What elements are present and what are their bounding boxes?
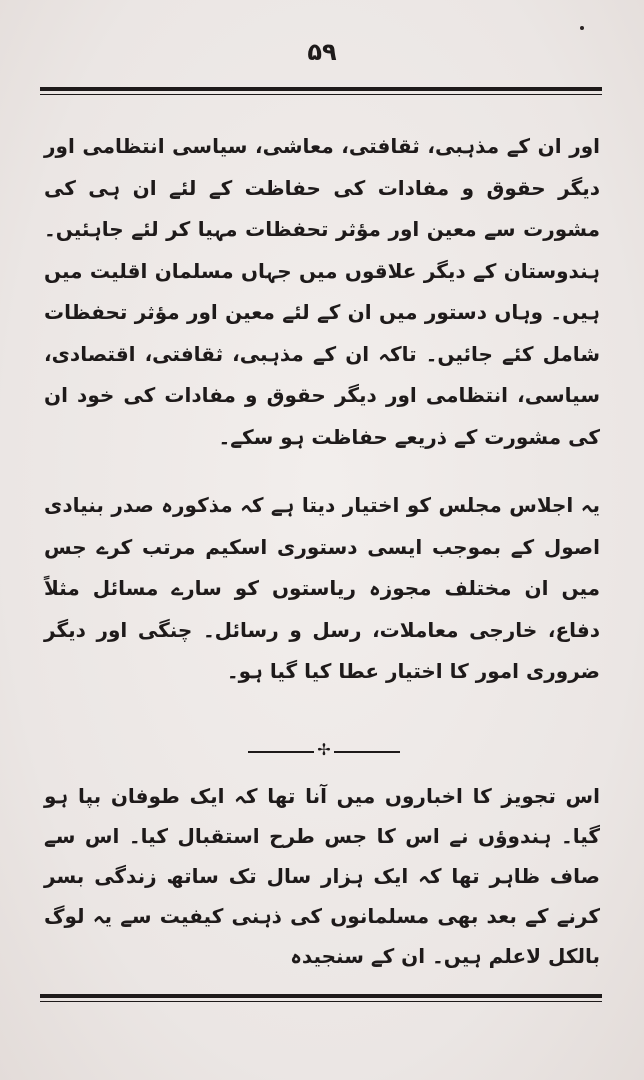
divider-line-right [334, 751, 400, 753]
paragraph-3 [44, 776, 600, 976]
bottom-rule [40, 994, 602, 998]
paragraph-1 [44, 126, 600, 458]
paragraph-1-text: اور ان کے مذہبی، ثقافتی، معاشی، سیاسی انتظامی اور دیگر حقوق و مفادات کی حفاظت کے لئے ان ہی کی مشورت سے معین اور مؤثر تحفظات مہیا کر لئے جاہئیں۔ ہندوستان کے دیگر علاقوں میں جہاں مسلمان اقلیت میں ہیں۔ وہاں دستور میں ان کے لئے معین اور مؤثر تحفظات شامل کئے جائیں۔ تاکہ ان کے مذہبی، ثقافتی، اقتصادی، سیاسی، انتظامی اور دیگر حقوق و مفادات کی خود ان کی مشورت کے ذریعے حفاظت ہو سکے۔ [44, 134, 600, 449]
paragraph-2-text: یہ اجلاس مجلس کو اختیار دیتا ہے کہ مذکورہ صدر بنیادی اصول کے بموجب ایسی دستوری اسکیم مرتب کرے جس میں ان مختلف مجوزہ ریاستوں کو سارے مسائل مثلاً دفاع، خارجی معاملات، رسل و رسائل۔ چنگی اور دیگر ضروری امور کا اختیار عطا کیا گیا ہو۔ [44, 493, 600, 683]
page-number: ۵۹ [307, 38, 337, 66]
section-divider [248, 740, 400, 759]
paragraph-2 [44, 485, 600, 693]
divider-line-left [248, 751, 314, 753]
top-rule [40, 87, 602, 91]
divider-ornament-icon: ✢ [317, 740, 331, 759]
ink-speck [580, 26, 584, 30]
paragraph-3-text: اس تجویز کا اخباروں میں آنا تھا کہ ایک طوفان بپا ہو گیا۔ ہندوؤں نے اس کا جس طرح استقبال کیا۔ اس سے صاف ظاہر تھا کہ ایک ہزار سال تک ساتھ زندگی بسر کرنے کے بعد بھی مسلمانوں کی ذہنی کیفیت سے یہ لوگ بالکل لاعلم ہیں۔ ان کے سنجیدہ [44, 784, 600, 968]
